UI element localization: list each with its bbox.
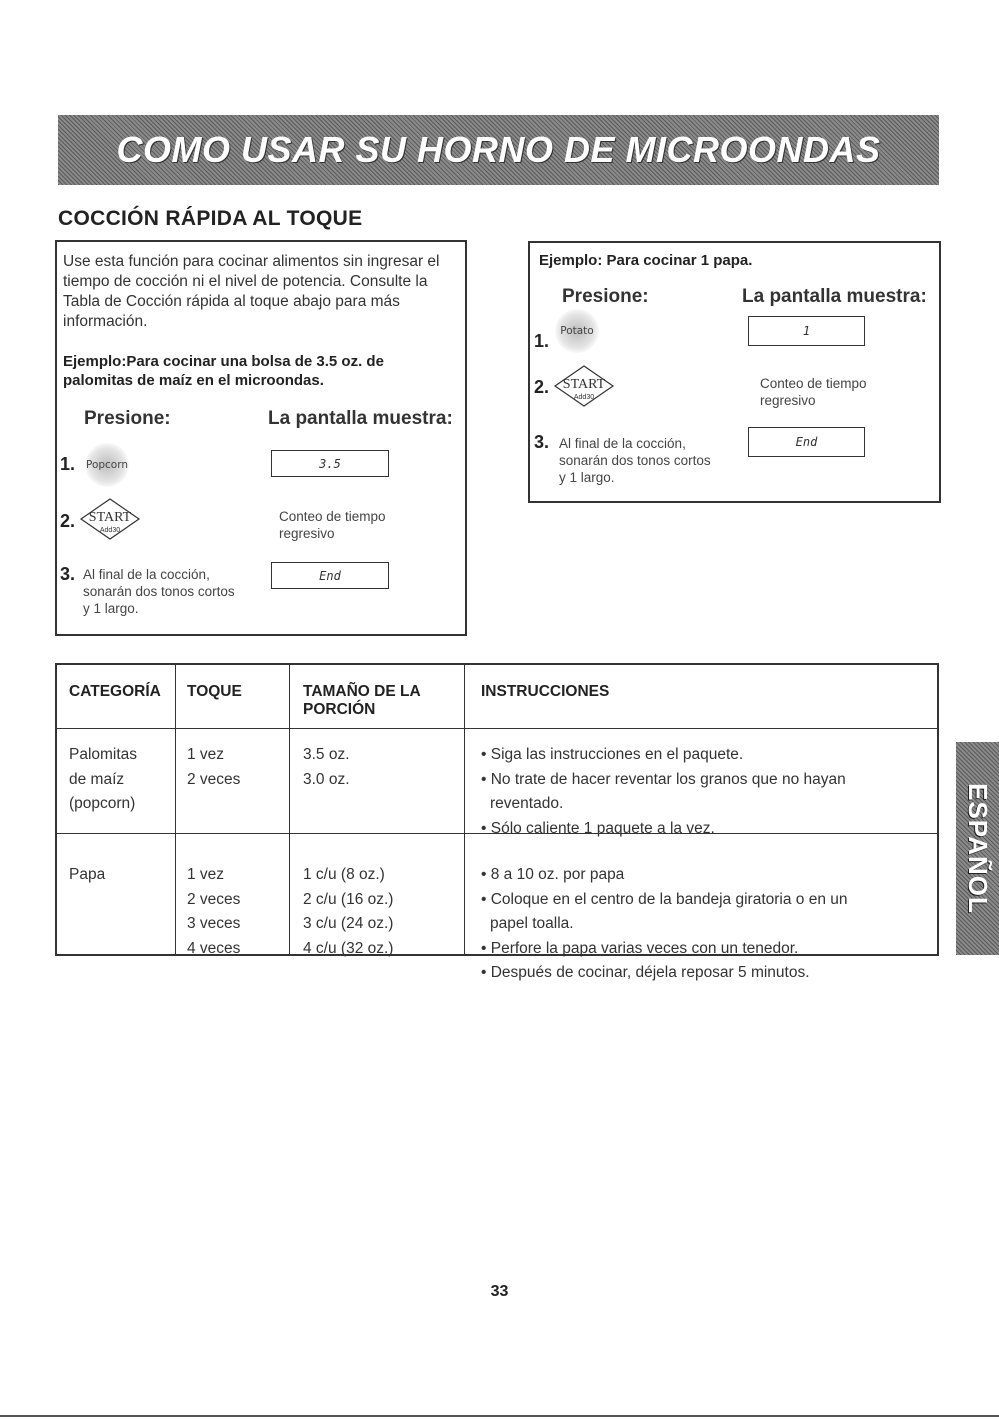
- cell-text: papel toalla.: [490, 915, 574, 932]
- cell-text: 4 c/u (32 oz.): [303, 939, 394, 957]
- header-toque: TOQUE: [187, 683, 242, 700]
- language-tab-label: ESPAÑOL: [963, 783, 994, 914]
- quick-cook-table: [55, 663, 939, 981]
- countdown-text: Conteo de tiempo regresivo: [279, 509, 386, 541]
- table-row: [69, 863, 105, 888]
- start-button[interactable]: [79, 497, 141, 541]
- press-label-right: Presione:: [562, 286, 649, 307]
- add30-label: Add30: [573, 394, 595, 401]
- potato-example-text: Ejemplo: Para cocinar 1 papa.: [539, 252, 753, 269]
- cell-text: • Siga las instrucciones en el paquete.: [481, 746, 744, 763]
- cell-text: de maíz: [69, 770, 125, 788]
- step-number: 1.: [534, 331, 550, 351]
- section-title: COCCIÓN RÁPIDA AL TOQUE: [58, 207, 363, 230]
- display-screen: [748, 316, 865, 346]
- cell-text: • No trate de hacer reventar los granos que no hayan: [481, 770, 846, 788]
- step-3-text: Al final de la cocción, sonarán dos tonos cortos y 1 largo.: [83, 567, 235, 616]
- page-number: 33: [490, 1283, 509, 1300]
- display-screen: [748, 427, 865, 457]
- language-tab: [956, 742, 999, 955]
- display-value: End: [319, 568, 341, 583]
- page-banner: [58, 115, 939, 185]
- banner-title: COMO USAR SU HORNO DE MICROONDAS: [116, 129, 881, 170]
- start-button-label: START: [562, 377, 606, 392]
- step-number: 2.: [60, 511, 76, 531]
- table-divider: [57, 728, 937, 729]
- countdown-text: Conteo de tiempo regresivo: [760, 376, 867, 408]
- display-label-right: La pantalla muestra:: [742, 286, 927, 307]
- header-tamano: TAMAÑO DE LA PORCIÓN: [303, 683, 421, 718]
- cell-text: Palomitas: [69, 746, 138, 763]
- start-button[interactable]: [553, 364, 615, 408]
- step-number: 3.: [534, 432, 550, 452]
- potato-button-label: Potato: [560, 325, 594, 337]
- cell-text: • Perfore la papa varias veces con un tenedor.: [481, 939, 799, 957]
- cell-text: • Después de cocinar, déjela reposar 5 minutos.: [481, 964, 810, 981]
- cell-text: 1 vez: [187, 746, 225, 763]
- cell-text: • Sólo caliente 1 paquete a la vez.: [481, 819, 715, 837]
- display-screen: [271, 562, 389, 589]
- popcorn-example-text: Ejemplo:Para cocinar una bolsa de 3.5 oz. de palomitas de maíz en el microondas.: [63, 353, 384, 389]
- popcorn-button[interactable]: [85, 443, 129, 487]
- display-value: End: [795, 435, 818, 449]
- cell-text: 3.5 oz.: [303, 746, 350, 763]
- table-divider: [464, 665, 465, 954]
- add30-label: Add30: [99, 527, 121, 534]
- cell-text: 1 c/u (8 oz.): [303, 866, 385, 883]
- step-3-text: Al final de la cocción, sonarán dos tonos cortos y 1 largo.: [559, 436, 711, 485]
- step-number: 3.: [60, 564, 76, 584]
- cell-text: (popcorn): [69, 795, 136, 812]
- cell-text: 3.0 oz.: [303, 770, 350, 788]
- cell-text: 2 veces: [187, 890, 241, 908]
- intro-text: Use esta función para cocinar alimentos sin ingresar el tiempo de cocción ni el nivel de potencia. Consulte la Tabla de Cocción rápida al toque abajo para más información.: [63, 253, 440, 330]
- start-button-label: START: [88, 510, 132, 525]
- display-screen: [271, 450, 389, 477]
- table-cell: [303, 743, 350, 792]
- press-label-left: Presione:: [84, 408, 171, 429]
- cell-text: • 8 a 10 oz. por papa: [481, 866, 625, 883]
- bottom-rule: [0, 1415, 999, 1417]
- cell-text: 1 vez: [187, 866, 225, 883]
- display-value: 3.5: [319, 456, 341, 471]
- cell-text: 4 veces: [187, 939, 241, 957]
- table-row: [69, 743, 137, 817]
- header-instrucciones: INSTRUCCIONES: [481, 683, 610, 700]
- cell-text: • Coloque en el centro de la bandeja giratoria o en un: [481, 890, 848, 908]
- step-number: 2.: [534, 377, 550, 397]
- table-divider: [175, 665, 176, 954]
- header-categoria: CATEGORÍA: [69, 683, 161, 700]
- cell-text: 3 veces: [187, 915, 241, 932]
- table-cell: [481, 743, 931, 841]
- potato-button[interactable]: [555, 309, 599, 353]
- display-label-left: La pantalla muestra:: [268, 408, 453, 429]
- table-cell: [187, 863, 240, 961]
- table-cell: [481, 863, 931, 986]
- table-cell: [303, 863, 393, 961]
- cell-text: Papa: [69, 866, 106, 883]
- step-number: 1.: [60, 454, 76, 474]
- cell-text: 2 c/u (16 oz.): [303, 890, 394, 908]
- cell-text: reventado.: [490, 795, 564, 812]
- cell-text: 3 c/u (24 oz.): [303, 915, 394, 932]
- table-divider: [289, 665, 290, 954]
- cell-text: 2 veces: [187, 770, 241, 788]
- popcorn-button-label: Popcorn: [85, 459, 129, 471]
- table-cell: [187, 743, 240, 792]
- display-value: 1: [802, 324, 811, 338]
